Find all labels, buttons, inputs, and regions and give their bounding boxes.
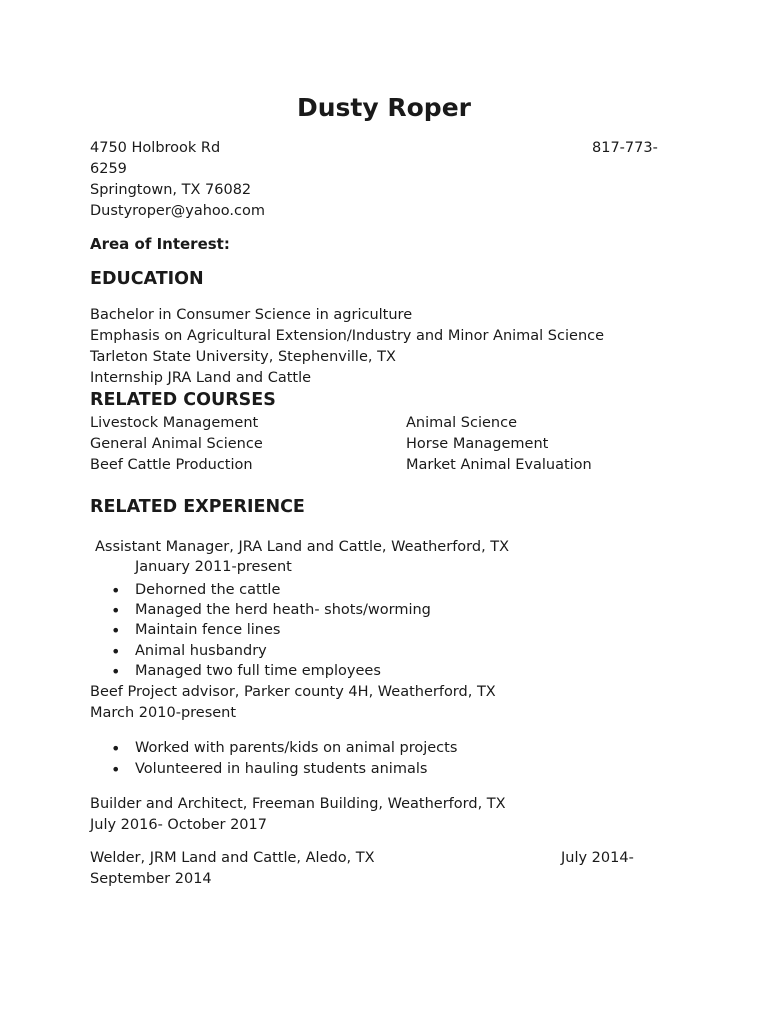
job-dates: July 2014-	[561, 850, 634, 866]
course-item: Beef Cattle Production	[90, 457, 253, 473]
course-item: Animal Science	[406, 415, 517, 431]
courses-heading: RELATED COURSES	[90, 390, 276, 410]
job-bullet: • Worked with parents/kids on animal projects	[135, 738, 457, 759]
email: Dustyroper@yahoo.com	[90, 203, 265, 219]
job-bullet: • Managed two full time employees	[135, 661, 381, 682]
job-dates: September 2014	[90, 871, 212, 887]
job-dates: March 2010-present	[90, 705, 237, 721]
address-line2: Springtown, TX 76082	[90, 182, 252, 198]
job-bullet: • Volunteered in hauling students animals	[135, 759, 427, 780]
job-title: Beef Project advisor, Parker county 4H, Weatherford, TX	[90, 684, 496, 700]
education-heading: EDUCATION	[90, 269, 204, 289]
area-of-interest-label: Area of Interest:	[90, 235, 230, 253]
experience-heading: RELATED EXPERIENCE	[90, 497, 305, 517]
job-title: Welder, JRM Land and Cattle, Aledo, TX	[90, 850, 375, 866]
phone-part2: 6259	[90, 161, 127, 177]
course-item: General Animal Science	[90, 436, 263, 452]
course-item: Market Animal Evaluation	[406, 457, 592, 473]
education-line: Emphasis on Agricultural Extension/Industry and Minor Animal Science	[90, 328, 605, 344]
course-item: Horse Management	[406, 436, 549, 452]
education-line: Tarleton State University, Stephenville, TX	[90, 349, 396, 365]
resume-name: Dusty Roper	[297, 93, 471, 122]
address-line1: 4750 Holbrook Rd	[90, 140, 221, 156]
job-bullet: • Managed the herd heath- shots/worming	[135, 600, 431, 621]
job-title: Builder and Architect, Freeman Building, Weatherford, TX	[90, 796, 506, 812]
job-dates: January 2011-present	[135, 559, 292, 575]
course-item: Livestock Management	[90, 415, 259, 431]
job-dates: July 2016- October 2017	[90, 817, 267, 833]
education-line: Bachelor in Consumer Science in agriculture	[90, 307, 413, 323]
job-bullet: • Dehorned the cattle	[135, 580, 280, 601]
job-bullet: • Maintain fence lines	[135, 620, 280, 641]
job-bullet: • Animal husbandry	[135, 641, 267, 662]
phone-part1: 817-773-	[592, 140, 658, 156]
job-title: Assistant Manager, JRA Land and Cattle, Weatherford, TX	[95, 539, 510, 555]
education-line: Internship JRA Land and Cattle	[90, 370, 312, 386]
